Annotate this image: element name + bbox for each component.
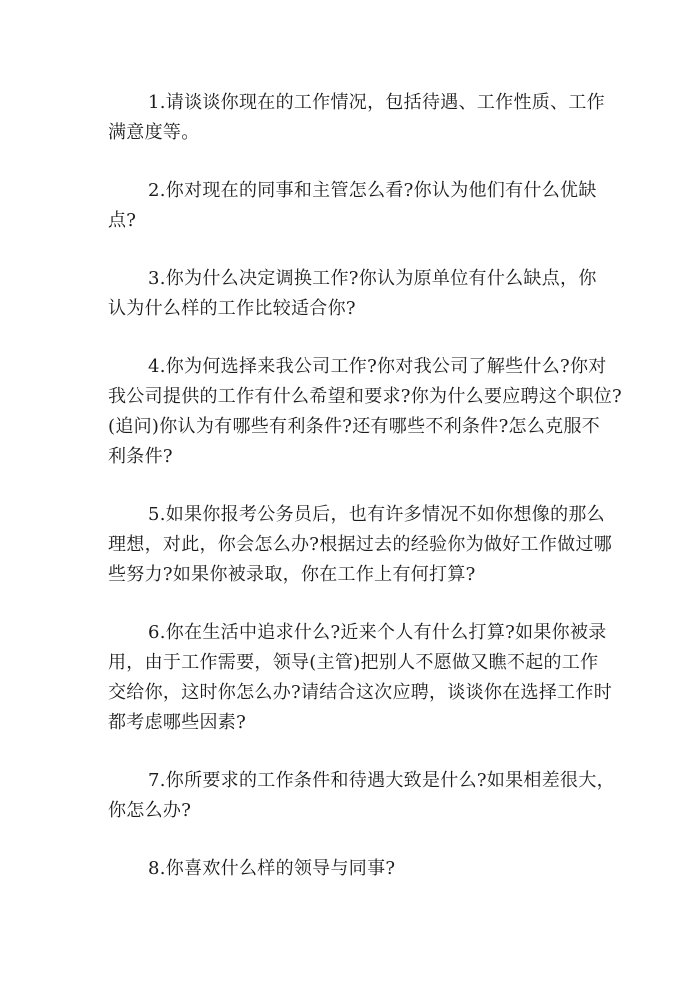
question-list (108, 88, 622, 884)
question-5-line-3: 些努力?如果你被录取，你在工作上有何打算? (108, 564, 476, 585)
question-5-line-2: 理想，对此，你会怎么办?根据过去的经验你为做好工作做过哪 (108, 534, 613, 555)
question-5 (108, 500, 613, 590)
question-2-line-2: 点? (108, 210, 137, 231)
question-7 (108, 766, 615, 826)
question-5-line-1: 5.如果你报考公务员后，也有许多情况不如你想像的那么 (148, 504, 605, 525)
question-1-line-1: 1.请谈谈你现在的工作情况，包括待遇、工作性质、工作 (148, 92, 605, 113)
question-1 (108, 88, 605, 148)
question-7-line-1: 7.你所要求的工作条件和待遇大致是什么?如果相差很大， (148, 770, 615, 791)
question-1-line-2: 满意度等。 (108, 122, 200, 143)
question-6-line-1: 6.你在生活中追求什么?近来个人有什么打算?如果你被录 (148, 622, 607, 643)
question-8 (108, 854, 596, 884)
question-4-line-2: 我公司提供的工作有什么希望和要求?你为什么要应聘这个职位? (108, 386, 622, 407)
question-2-line-1: 2.你对现在的同事和主管怎么看?你认为他们有什么优缺 (148, 180, 597, 201)
question-4 (108, 352, 622, 472)
question-3-line-2: 认为什么样的工作比较适合你? (108, 298, 356, 319)
question-3-line-1: 3.你为什么决定调换工作?你认为原单位有什么缺点，你 (148, 268, 597, 289)
question-4-line-1: 4.你为何选择来我公司工作?你对我公司了解些什么?你对 (148, 356, 607, 377)
question-3 (108, 264, 596, 324)
question-8-line-1: 8.你喜欢什么样的领导与同事? (148, 858, 396, 879)
question-6-line-4: 都考虑哪些因素? (108, 712, 247, 733)
question-6 (108, 618, 613, 738)
question-2 (108, 176, 596, 236)
question-6-line-2: 用，由于工作需要，领导(主管)把别人不愿做又瞧不起的工作 (108, 652, 599, 673)
question-4-line-3: (追问)你认为有哪些有利条件?还有哪些不利条件?怎么克服不 (108, 416, 601, 437)
question-4-line-4: 利条件? (108, 446, 173, 467)
question-7-line-2: 你怎么办? (108, 800, 192, 821)
question-6-line-3: 交给你，这时你怎么办?请结合这次应聘，谈谈你在选择工作时 (108, 682, 613, 703)
